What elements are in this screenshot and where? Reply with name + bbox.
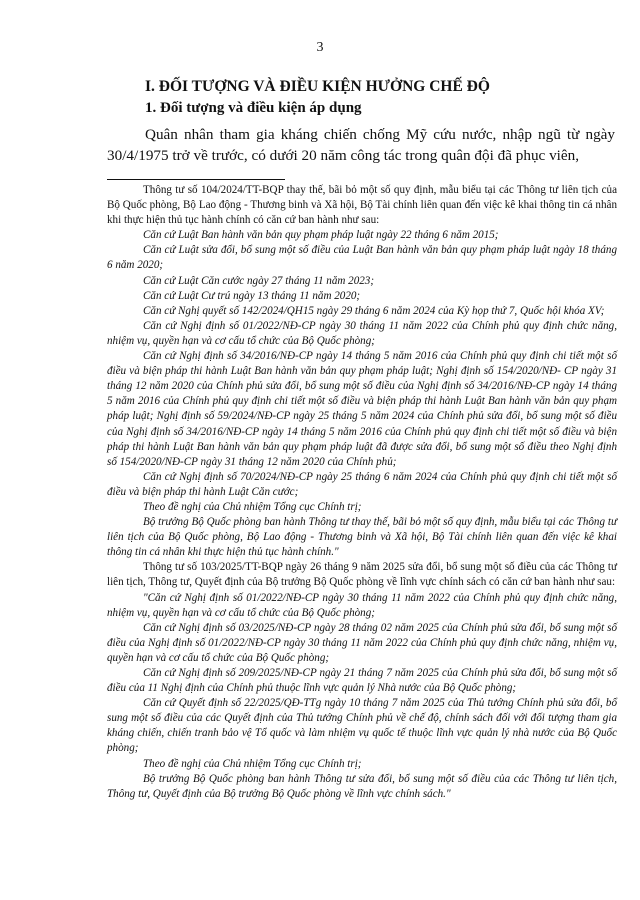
footnote-paragraph: Căn cứ Quyết định số 22/2025/QĐ-TTg ngày 10 tháng 7 năm 2025 của Thủ tướng Chính phủ sửa đổi, bổ sung một số điều của các Quyết định của Thủ tướng Chính phủ về chế độ, chính sách đối với đối tượng tham gia kháng chiến, chiến tranh bảo vệ Tổ quốc và làm nhiệm vụ quốc tế thuộc lĩnh vực quản lý nhà nước của Bộ Quốc phòng; <box>107 697 617 755</box>
footnote <box>107 183 617 802</box>
footnote-paragraph: Căn cứ Nghị quyết số 142/2024/QH15 ngày 29 tháng 6 năm 2024 của Kỳ họp thứ 7, Quốc hội khóa XV; <box>143 304 605 317</box>
subsection-heading: 1. Đối tượng và điều kiện áp dụng <box>145 100 362 116</box>
footnote-paragraph: Theo đề nghị của Chủ nhiệm Tổng cục Chính trị; <box>143 757 362 770</box>
section-heading: I. ĐỐI TƯỢNG VÀ ĐIỀU KIỆN HƯỞNG CHẾ ĐỘ <box>145 78 490 95</box>
footnote-paragraph: Bộ trưởng Bộ Quốc phòng ban hành Thông tư thay thế, bãi bỏ một số quy định, mẫu biểu tại các Thông tư liên tịch của Bộ Quốc phòng, Bộ Lao động - Thương binh và Xã hội, Bộ Tài chính liên quan đến việc kê khai thông tin cá nhân khi thực hiện thủ tục hành chính." <box>107 516 617 559</box>
body-paragraph: Quân nhân tham gia kháng chiến chống Mỹ cứu nước, nhập ngũ từ ngày 30/4/1975 trở về trước, có dưới 20 năm công tác trong quân đội đã phục viên, <box>107 126 615 164</box>
footnote-paragraph: Căn cứ Nghị định số 03/2025/NĐ-CP ngày 28 tháng 02 năm 2025 của Chính phủ sửa đổi, bổ sung một số điều của Nghị định số 01/2022/NĐ-CP ngày 30 tháng 11 năm 2022 của Chính phủ quy định chức năng, nhiệm vụ, quyền hạn và cơ cấu tổ chức của Bộ Quốc phòng; <box>107 621 617 664</box>
footnote-divider <box>107 179 285 180</box>
footnote-paragraph: Căn cứ Luật Cư trú ngày 13 tháng 11 năm 2020; <box>143 289 361 302</box>
footnote-paragraph: Căn cứ Luật Ban hành văn bản quy phạm pháp luật ngày 22 tháng 6 năm 2015; <box>143 229 499 242</box>
footnote-paragraph: Thông tư số 104/2024/TT-BQP thay thế, bãi bỏ một số quy định, mẫu biểu tại các Thông tư liên tịch của Bộ Quốc phòng, Bộ Lao động - Thương binh và Xã hội, Bộ Tài chính liên quan đến việc kê khai thông tin cá nhân khi thực hiện thủ tục hành chính có căn cứ ban hành như sau: <box>107 184 617 227</box>
page-number: 3 <box>316 40 324 55</box>
footnote-paragraph: Bộ trưởng Bộ Quốc phòng ban hành Thông tư sửa đổi, bổ sung một số điều của các Thông tư liên tịch, Thông tư, Quyết định của Bộ trưởng Bộ Quốc phòng về lĩnh vực chính sách." <box>107 772 617 800</box>
footnote-paragraph: Căn cứ Nghị định số 209/2025/NĐ-CP ngày 21 tháng 7 năm 2025 của Chính phủ sửa đổi, bổ sung một số điều của 11 Nghị định của Chính phủ thuộc lĩnh vực quản lý Nhà nước của Bộ Quốc phòng; <box>107 667 617 695</box>
footnote-paragraph: Căn cứ Nghị định số 70/2024/NĐ-CP ngày 25 tháng 6 năm 2024 của Chính phủ quy định chi tiết một số điều và biện pháp thi hành Luật Căn cước; <box>107 470 617 498</box>
footnote-paragraph: "Căn cứ Nghị định số 01/2022/NĐ-CP ngày 30 tháng 11 năm 2022 của Chính phủ quy định chức năng, nhiệm vụ, quyền hạn và cơ cấu tổ chức của Bộ Quốc phòng; <box>107 591 617 619</box>
footnote-paragraph: Căn cứ Nghị định số 34/2016/NĐ-CP ngày 14 tháng 5 năm 2016 của Chính phủ quy định chi tiết một số điều và biện pháp thi hành Luật Ban hành văn bản quy phạm pháp luật; Nghị định số 154/2020/NĐ- CP ngày 31 tháng 12 năm 2020 của Chính phủ sửa đổi, bổ sung một số điều của Nghị định số 34/2016/NĐ-CP ngày 14 tháng 5 năm 2016 của Chính phủ quy định chi tiết một số điều và biện pháp thi hành Luật Ban hành văn bản quy phạm pháp luật; Nghị định số 59/2024/NĐ-CP ngày 25 tháng 5 năm 2024 của Chính phủ sửa đổi, bổ sung một số điều của Nghị định số 34/2016/NĐ-CP ngày 14 tháng 5 năm 2016 của Chính phủ quy định chi tiết một số điều và biện pháp thi hành Luật Ban hành văn bản quy phạm pháp luật đã được sửa đổi, bổ sung một số điều theo Nghị định số 154/2020/NĐ-CP ngày 31 tháng 12 năm 2020 của Chính phủ; <box>107 350 617 468</box>
footnote-paragraph: Căn cứ Nghị định số 01/2022/NĐ-CP ngày 30 tháng 11 năm 2022 của Chính phủ quy định chức năng, nhiệm vụ, quyền hạn và cơ cấu tổ chức của Bộ Quốc phòng; <box>107 319 617 347</box>
footnote-paragraph: Theo đề nghị của Chủ nhiệm Tổng cục Chính trị; <box>143 500 362 513</box>
footnote-paragraph: Thông tư số 103/2025/TT-BQP ngày 26 tháng 9 năm 2025 sửa đổi, bổ sung một số điều của các Thông tư liên tịch, Thông tư, Quyết định của Bộ trưởng Bộ Quốc phòng về lĩnh vực chính sách có căn cứ ban hành như sau: <box>107 561 617 589</box>
footnote-paragraph: Căn cứ Luật sửa đổi, bổ sung một số điều của Luật Ban hành văn bản quy phạm pháp luật ngày 18 tháng 6 năm 2020; <box>107 244 617 272</box>
footnote-paragraph: Căn cứ Luật Căn cước ngày 27 tháng 11 năm 2023; <box>143 274 375 287</box>
